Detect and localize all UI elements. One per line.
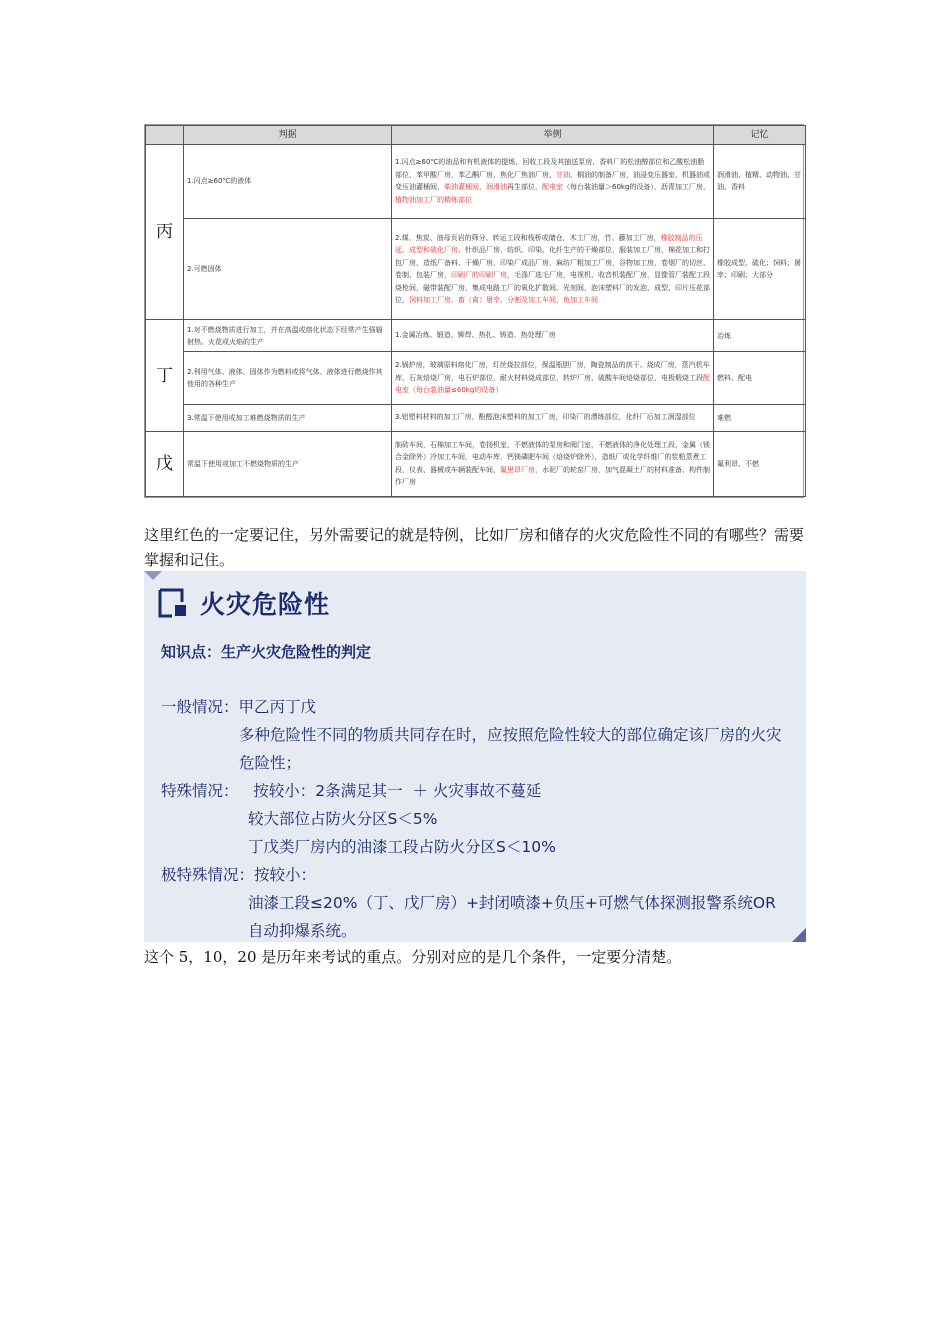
highlight-text: 印刷厂的印刷厂房 <box>451 271 507 279</box>
knowledge-point: 知识点：生产火灾危险性的判定 <box>161 643 372 661</box>
highlight-text: 氟里昂厂房 <box>500 465 535 474</box>
fire-hazard-table <box>145 125 806 497</box>
memory-cell: 冶炼 <box>714 320 806 352</box>
memory-cell: 燃料、配电 <box>714 351 806 404</box>
category-cell: 丙 <box>146 145 184 320</box>
example-cell <box>392 404 714 431</box>
table-header-row <box>146 126 806 145</box>
memory-cell: 氟利昂、不燃 <box>714 431 806 496</box>
table-row <box>146 218 806 320</box>
slide-line: 自动抑爆系统。 <box>248 922 357 940</box>
fire-hazard-slide-image <box>144 571 806 942</box>
example-text: ， <box>479 183 486 192</box>
memory-cell: 润滑油、植精、动物油、甘油、香料 <box>714 145 806 219</box>
fire-hazard-table-image <box>144 124 804 498</box>
example-text: 1.金属冶炼、锻造、铆焊、热扎、铸造、热处理厂房 <box>395 331 556 340</box>
header-criterion: 判据 <box>184 126 392 145</box>
example-text: 制砖车间，石棉加工车间，卷扬机室，不燃液体的泵房和阀门室，不燃液体的净化处理工段，金属（镁合金除外）冷加工车间，电动车库，钙镁磷肥车间（焙烧炉除外），造纸厂或化学纤维厂的浆粕蒸煮工段，仪表、器械或车辆装配车间， <box>395 440 710 474</box>
example-cell <box>392 431 714 496</box>
highlight-text: 橡胶制品的压延、成型和硫化厂房 <box>395 233 703 254</box>
slide-line: 危险性； <box>239 754 302 772</box>
example-text: 再生部位， <box>507 183 542 192</box>
header-memory: 记忆 <box>714 126 806 145</box>
highlight-text: 植物油加工厂的精炼部位 <box>395 195 472 204</box>
criterion-cell: 常温下使用或加工不燃烧物质的生产 <box>184 431 392 496</box>
example-cell <box>392 320 714 352</box>
example-cell <box>392 218 714 320</box>
example-text: 3.铝塑料材料的加工厂房，酚醛泡沫塑料的加工厂房，印染厂的漂练部位，化纤厂后加工润湿部位 <box>395 413 696 422</box>
slide-line: 一般情况：甲乙丙丁戊 <box>161 698 317 716</box>
criterion-cell: 1.闪点≥60℃的液体 <box>184 145 392 219</box>
highlight-text: 饲料加工厂房，畜（禽）屠宰、分割及加工车间、鱼加工车间 <box>409 296 598 304</box>
body-paragraph: 这里红色的一定要记住，另外需要记的就是特例，比如厂房和储存的火灾危险性不同的有哪些？需要掌握和记住。 <box>144 526 805 569</box>
criterion-cell: 2.利用气体、液体、固体作为燃料或将气体、液体进行燃烧作其他用的各种生产 <box>184 351 392 404</box>
slide-line: 特殊情况： 按较小：2条满足其一 ＋ 火灾事故不蔓延 <box>161 782 542 800</box>
header-example: 举例 <box>392 126 714 145</box>
highlight-text: 配电室 <box>542 183 563 192</box>
table-row <box>146 145 806 219</box>
slide-title: 火灾危险性 <box>200 590 331 619</box>
memory-cell: 橡胶成型、硫化；饲料；屠宰；印刷；大部分 <box>714 218 806 320</box>
slide-line: 丁戊类厂房内的油漆工段占防火分区S＜10% <box>248 838 556 856</box>
example-text: 2.煤、焦炭、油母页岩的筛分、转运工段和栈桥或储仓，木工厂房，竹、藤加工厂房， <box>395 233 661 242</box>
example-text: ，毛涤厂选毛厂房，电视机、收音机装配厂房，显像管厂装配工段烧枪间，磁带装配厂房，集成电路工厂的氧化扩散间、光刻间，泡沫塑料厂的发泡、成型、印片压花部位， <box>395 271 710 304</box>
slide-line: 多种危险性不同的物质共同存在时，应按照危险性较大的部位确定该厂房的火灾 <box>239 726 782 744</box>
slide-line: 极特殊情况：按较小： <box>161 866 317 884</box>
category-cell: 丁 <box>146 320 184 431</box>
example-text: 1.闪点≥60℃的油品和有机液体的提炼、回收工段及其抽送泵房，香料厂的松油醇部位和乙酸松油脂部位，苯甲酸厂房，苯乙酮厂房，焦化厂焦油厂房， <box>395 158 705 179</box>
table-row <box>146 351 806 404</box>
example-cell <box>392 351 714 404</box>
criterion-cell: 3.常温下使用或加工难燃烧物质的生产 <box>184 404 392 431</box>
memory-cell: 难燃 <box>714 404 806 431</box>
body-paragraph: 这个 5，10，20 是历年来考试的重点。分别对应的是几个条件，一定要分清楚。 <box>144 948 682 966</box>
criterion-cell: 1.对不燃烧物质进行加工，并在高温或熔化状态下经常产生强辐射热、火花或火焰的生产 <box>184 320 392 352</box>
example-text: ，针织品厂房，纺织、印染、化纤生产的干燥部位，服装加工厂房，棉花加工和打包厂房，造纸厂备料、干燥厂房，印染厂成品厂房，麻纺厂粗加工厂房，谷物加工房，卷烟厂的切丝、卷制、包装厂房， <box>395 246 710 279</box>
highlight-text: 配电室（每台装油量≤60kg的设备） <box>395 373 710 394</box>
example-text: （每台装油量＞60kg的设备），沥青加工厂房， <box>563 183 710 192</box>
table-row <box>146 404 806 431</box>
corner-triangle-icon <box>792 928 806 942</box>
corner-triangle-icon <box>144 571 162 580</box>
highlight-text: 甘油 <box>556 170 570 179</box>
highlight-text: 润滑油 <box>486 183 507 192</box>
category-cell: 戊 <box>146 431 184 496</box>
slide-line: 油漆工段≤20%（丁、戊厂房）+封闭喷漆+负压+可燃气体探测报警系统OR <box>248 894 776 912</box>
slide-line: 较大部位占防火分区S＜5% <box>248 810 438 828</box>
example-text: ，水泥厂的轮窑厂房，加气混凝土厂的材料准备、构件制作厂房 <box>395 465 710 487</box>
highlight-text: 柴油灌桶间 <box>444 183 479 192</box>
square-outline-icon <box>158 588 188 618</box>
example-text: 、桐油的制备厂房，油浸变压器室，机器油或变压油灌桶间， <box>395 170 710 192</box>
table-row <box>146 320 806 352</box>
table-row <box>146 431 806 496</box>
criterion-cell: 2.可燃固体 <box>184 218 392 320</box>
header-blank <box>146 126 184 145</box>
example-cell <box>392 145 714 219</box>
example-text: 2.锅炉房，玻璃原料熔化厂房，灯丝烧拉部位，保温瓶胆厂房，陶瓷制品的烘干、烧成厂房，蒸汽机车库，石灰焙烧厂房，电石炉部位，耐火材料烧成部位，转炉厂房，硫酸车间焙烧部位，电极煅烧工段 <box>395 361 710 382</box>
